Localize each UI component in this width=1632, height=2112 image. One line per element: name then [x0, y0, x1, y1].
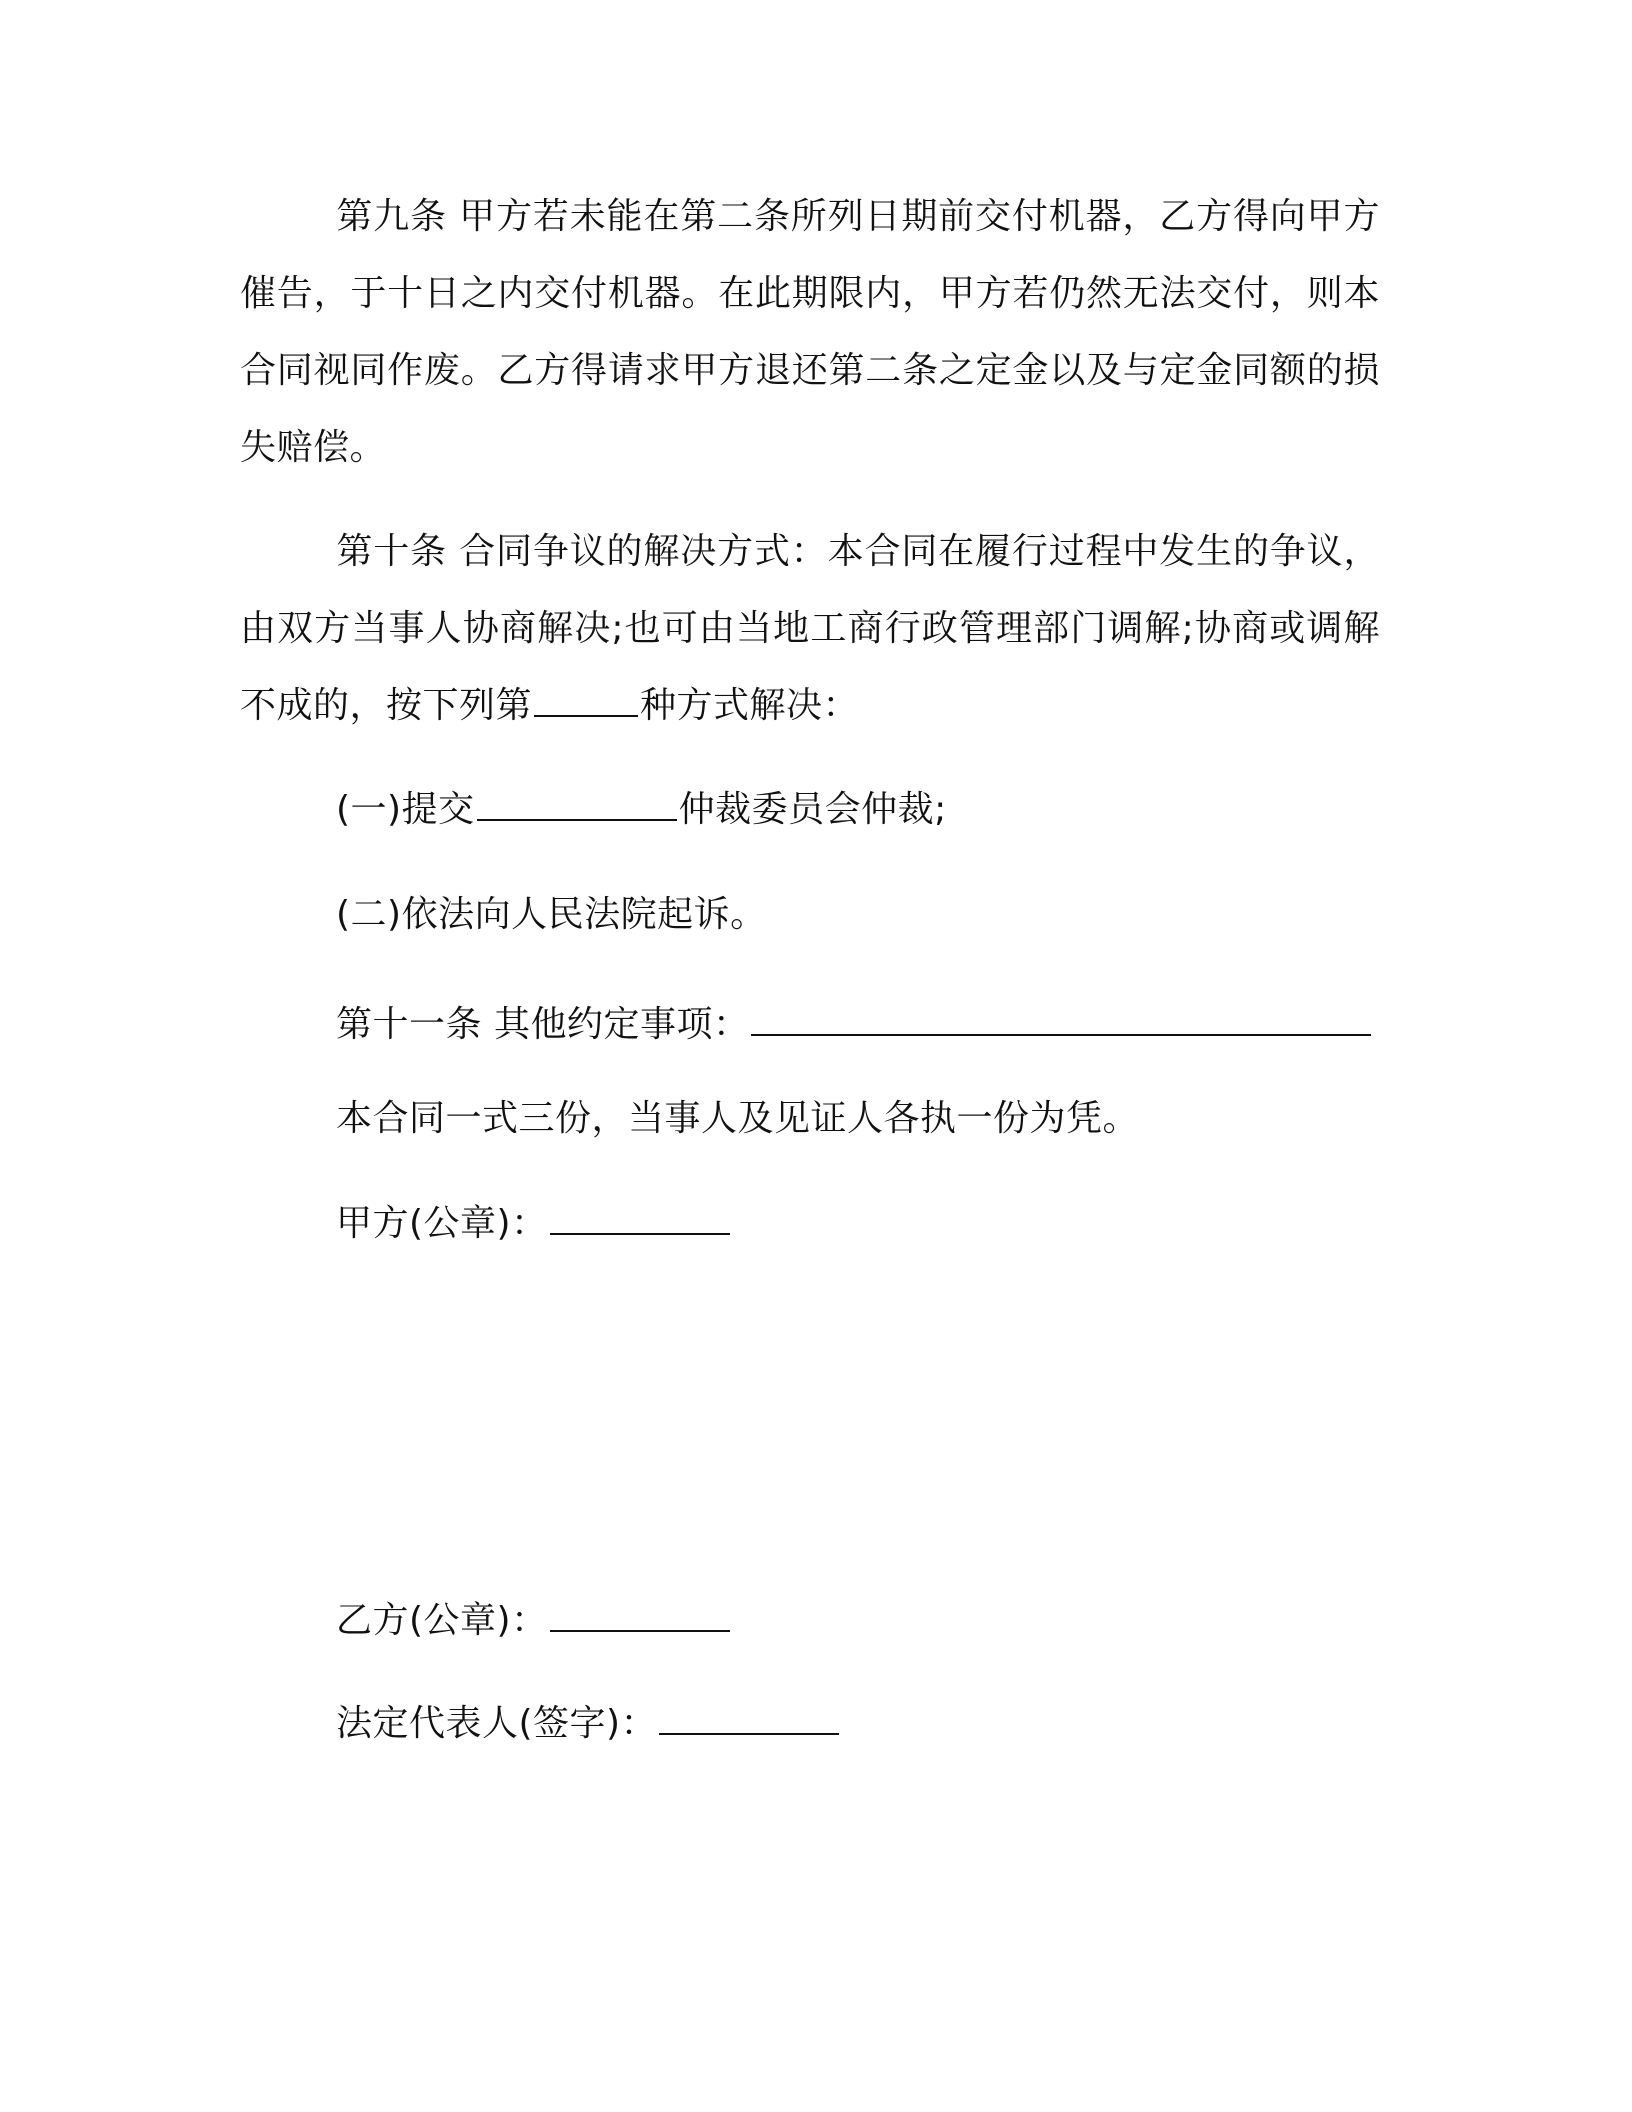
option-1-line — [336, 785, 947, 835]
legal-rep-signature-blank[interactable] — [659, 1701, 839, 1735]
copies-line — [336, 1094, 1139, 1144]
party-b-signature-line — [336, 1596, 732, 1646]
article-9-paragraph — [240, 178, 1380, 486]
option-2-text: (二)依法向人民法院起诉。 — [336, 894, 767, 935]
party-a-seal-blank[interactable] — [550, 1201, 730, 1235]
option-1-label: (一)提交 — [336, 789, 475, 830]
party-a-signature-line — [336, 1199, 732, 1249]
party-b-seal-blank[interactable] — [550, 1598, 730, 1632]
other-matters-blank[interactable] — [751, 1002, 1371, 1036]
article-10-paragraph — [240, 513, 1380, 744]
party-a-label: 甲方(公章)： — [336, 1203, 548, 1244]
arbitration-committee-blank[interactable] — [477, 787, 677, 821]
article-10-text-after: 种方式解决： — [640, 685, 860, 726]
option-2-line — [336, 890, 767, 940]
legal-rep-label: 法定代表人(签字)： — [336, 1703, 658, 1744]
article-10-text-before: 第十条 合同争议的解决方式：本合同在履行过程中发生的争议，由双方当事人协商解决;也可由当地工商行政管理部门调解;协商或调解不成的，按下列第 — [240, 531, 1380, 726]
party-b-label: 乙方(公章)： — [336, 1600, 548, 1641]
article-11-label: 第十一条 其他约定事项： — [336, 1004, 750, 1045]
article-11-line — [336, 1000, 1373, 1050]
dispute-method-blank[interactable] — [534, 683, 638, 717]
article-9-text: 第九条 甲方若未能在第二条所列日期前交付机器，乙方得向甲方催告，于十日之内交付机器。在此期限内，甲方若仍然无法交付，则本合同视同作废。乙方得请求甲方退还第二条之定金以及与定金同额的损失赔偿。 — [240, 196, 1380, 468]
option-1-suffix: 仲裁委员会仲裁; — [678, 789, 947, 830]
copies-text: 本合同一式三份，当事人及见证人各执一份为凭。 — [336, 1098, 1140, 1139]
legal-rep-signature-line — [336, 1699, 841, 1749]
